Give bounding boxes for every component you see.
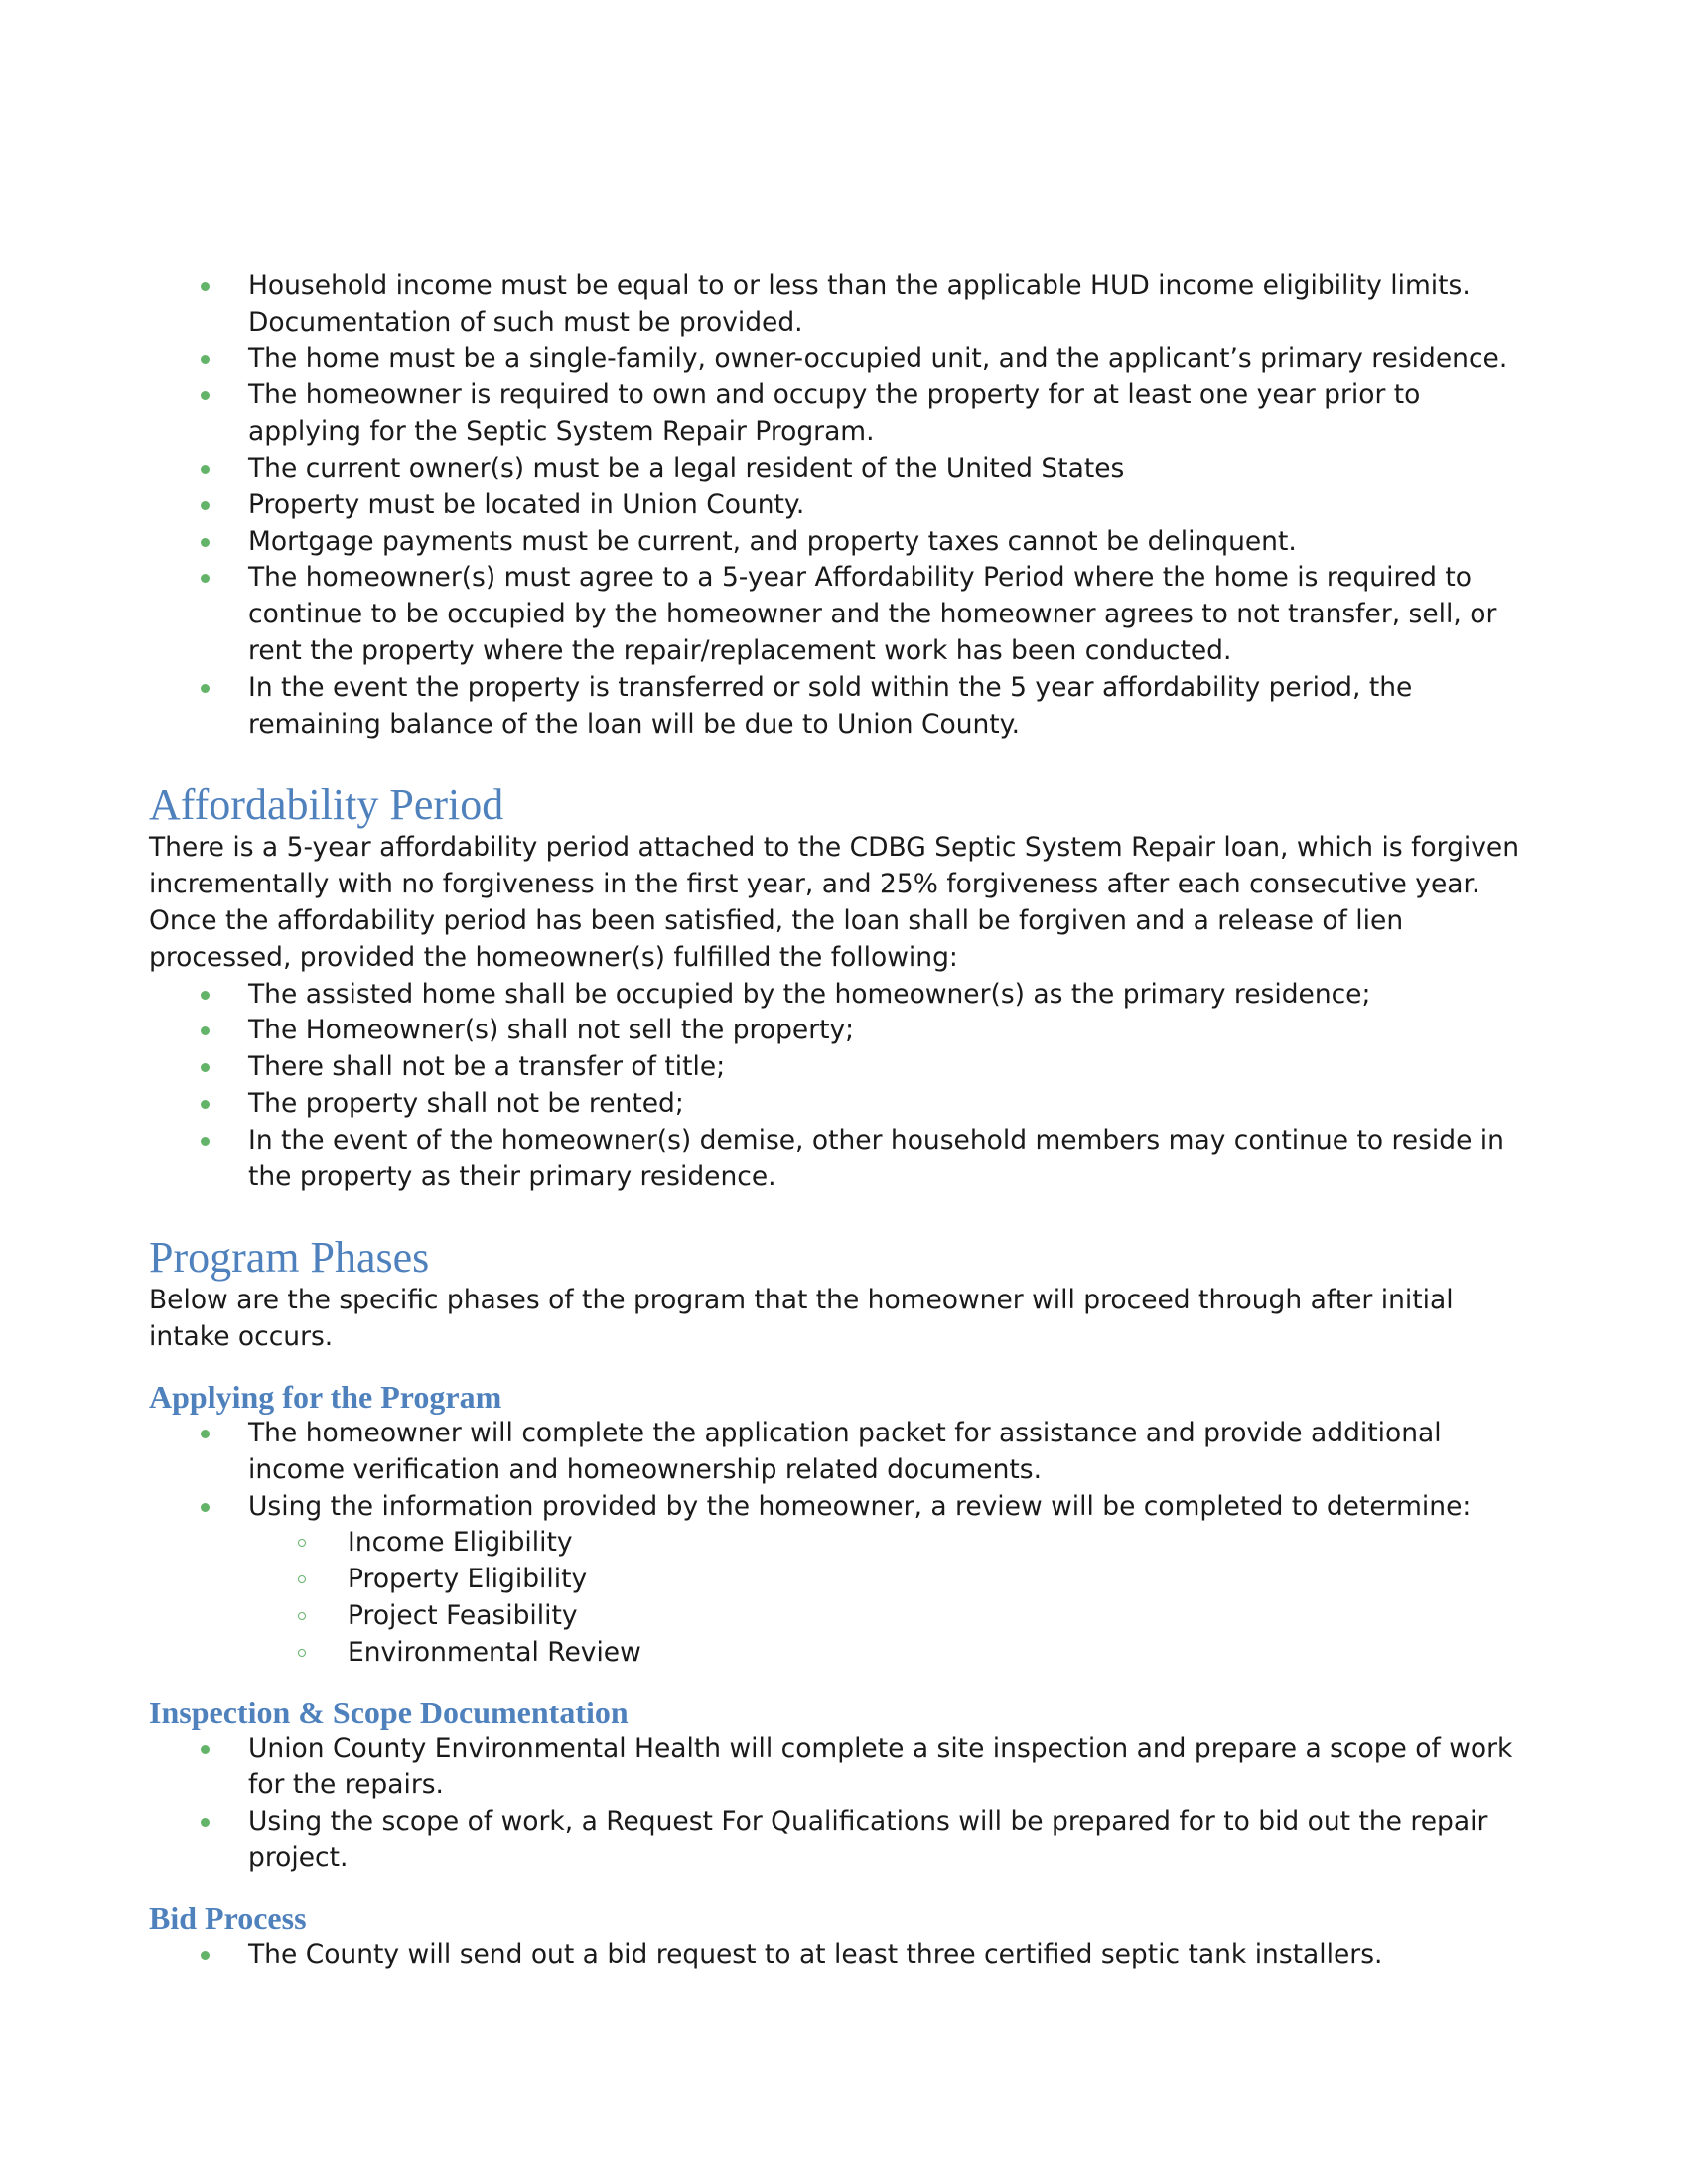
list-item-text: The County will send out a bid request to at least three certified septic tank installers. <box>248 1938 1383 1970</box>
program-phases-paragraph: Below are the specific phases of the program that the homeowner will proceed through after initial intake occurs. <box>149 1285 1454 1353</box>
bullet-icon <box>201 684 210 693</box>
list-item <box>149 977 1539 1014</box>
program-phases-heading: Program Phases <box>149 1233 430 1283</box>
sub-list-item-text: Project Feasibility <box>348 1599 578 1631</box>
bullet-icon <box>201 1137 210 1146</box>
list-item <box>149 268 1539 341</box>
eligibility-list <box>149 268 1539 743</box>
affordability-paragraph: There is a 5-year affordability period attached to the CDBG Septic System Repair loan, which is forgiven incrementally with no forgiveness in the first year, and 25% forgiveness after each consecutive year. Once the affordability period has been satisfied, the loan shall be forgiven and a release of lien processed, provided the homeowner(s) fulfilled the following: <box>149 832 1520 973</box>
hollow-bullet-icon <box>298 1612 306 1620</box>
sub-list-item <box>248 1598 1539 1635</box>
hollow-bullet-icon <box>298 1649 306 1657</box>
inspection-heading: Inspection & Scope Documentation <box>149 1694 629 1730</box>
list-item <box>149 341 1539 378</box>
list-item <box>149 1049 1539 1086</box>
list-item <box>149 1123 1539 1196</box>
bullet-icon <box>201 1100 210 1109</box>
list-item <box>149 377 1539 451</box>
list-item-text: The Homeowner(s) shall not sell the property; <box>248 1015 855 1046</box>
sub-list-item-text: Environmental Review <box>348 1636 641 1668</box>
list-item <box>149 487 1539 524</box>
bullet-icon <box>201 1063 210 1072</box>
list-item <box>149 1416 1539 1489</box>
list-item-text: The homeowner is required to own and occupy the property for at least one year prior to applying for the Septic System Repair Program. <box>248 379 1421 448</box>
bullet-icon <box>201 1430 210 1438</box>
list-item-text: The current owner(s) must be a legal resident of the United States <box>248 452 1125 483</box>
list-item <box>149 1086 1539 1123</box>
bullet-icon <box>201 1503 210 1512</box>
applying-heading: Applying for the Program <box>149 1378 502 1415</box>
list-item-text: The homeowner will complete the application packet for assistance and provide additional income verification and homeownership related documents. <box>248 1417 1442 1485</box>
list-item <box>149 670 1539 744</box>
bullet-icon <box>201 355 210 364</box>
list-item <box>149 1731 1539 1805</box>
list-item-text: Household income must be equal to or less than the applicable HUD income eligibility limits. Documentation of such must be provided. <box>248 270 1471 338</box>
bullet-icon <box>201 1745 210 1754</box>
bullet-icon <box>201 1951 210 1960</box>
list-item <box>149 1937 1539 1974</box>
sub-list-item-text: Property Eligibility <box>348 1564 588 1595</box>
sub-list-item <box>248 1562 1539 1598</box>
applying-list <box>149 1416 1539 1672</box>
bullet-icon <box>201 538 210 547</box>
hollow-bullet-icon <box>298 1575 306 1583</box>
list-item-text: Mortgage payments must be current, and property taxes cannot be delinquent. <box>248 525 1297 557</box>
list-item-text: Using the scope of work, a Request For Qualifications will be prepared for to bid out the repair project. <box>248 1806 1488 1873</box>
list-item-text: Using the information provided by the homeowner, a review will be completed to determine: <box>248 1490 1472 1522</box>
list-item-text: The assisted home shall be occupied by the homeowner(s) as the primary residence; <box>248 978 1371 1010</box>
list-item <box>149 524 1539 561</box>
list-item-text: The homeowner(s) must agree to a 5-year Affordability Period where the home is required to continue to be occupied by the homeowner and the homeowner agrees to not transfer, sell, or rent the property where the repair/replacement work has been conducted. <box>248 562 1497 666</box>
bid-process-list <box>149 1937 1539 1974</box>
list-item <box>149 1804 1539 1877</box>
list-item-text: The property shall not be rented; <box>248 1087 684 1119</box>
bullet-icon <box>201 574 210 583</box>
list-item-text: In the event of the homeowner(s) demise, other household members may continue to reside in the property as their primary residence. <box>248 1124 1504 1192</box>
hollow-bullet-icon <box>298 1539 306 1547</box>
bullet-icon <box>201 1026 210 1035</box>
bullet-icon <box>201 501 210 510</box>
list-item-text: The home must be a single-family, owner-occupied unit, and the applicant’s primary residence. <box>248 342 1508 374</box>
affordability-heading: Affordability Period <box>149 780 504 830</box>
review-criteria-list <box>248 1525 1539 1671</box>
sub-list-item <box>248 1525 1539 1562</box>
bullet-icon <box>201 991 210 1000</box>
list-item-text: There shall not be a transfer of title; <box>248 1051 726 1083</box>
list-item-text: Union County Environmental Health will complete a site inspection and prepare a scope of work for the repairs. <box>248 1732 1513 1801</box>
document-page <box>149 268 1539 1973</box>
affordability-list <box>149 977 1539 1196</box>
inspection-list <box>149 1731 1539 1877</box>
sub-list-item-text: Income Eligibility <box>348 1527 573 1559</box>
bullet-icon <box>201 465 210 474</box>
sub-list-item <box>248 1635 1539 1672</box>
bullet-icon <box>201 391 210 400</box>
list-item-text: Property must be located in Union County. <box>248 488 805 520</box>
list-item-text: In the event the property is transferred or sold within the 5 year affordability period, the remaining balance of the loan will be due to Union County. <box>248 671 1413 740</box>
bullet-icon <box>201 282 210 291</box>
list-item <box>149 451 1539 487</box>
list-item <box>149 560 1539 669</box>
bullet-icon <box>201 1818 210 1827</box>
bid-process-heading: Bid Process <box>149 1899 307 1936</box>
list-item <box>149 1489 1539 1672</box>
list-item <box>149 1013 1539 1049</box>
